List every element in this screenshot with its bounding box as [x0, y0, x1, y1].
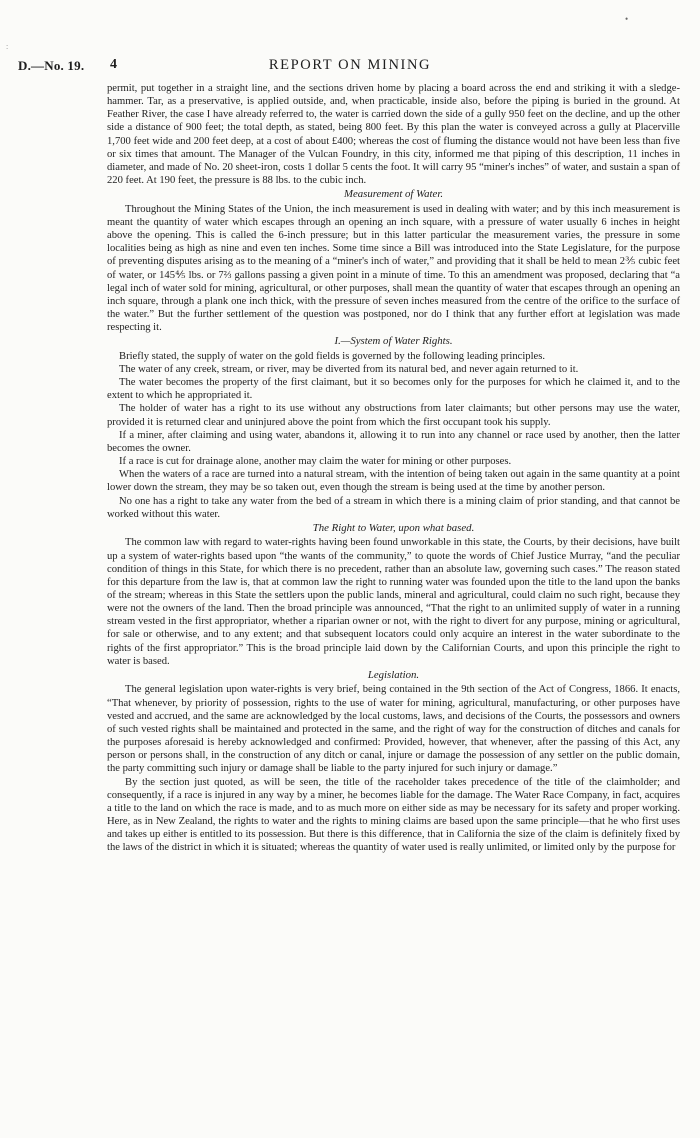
margin-mark: :: [6, 42, 9, 51]
rule-item: The water of any creek, stream, or river, may be diverted from its natural bed, and never again returned to it.: [119, 363, 579, 375]
rule-item: No one has a right to take any water from the bed of a stream in which there is a mining claim of prior standing, and that cannot be worked without this water.: [107, 495, 680, 520]
paragraph-piping: permit, put together in a straight line, and the sections driven home by placing a board across the end and striking it with a sledge-hammer. Tar, as a preservative, is applied outside, and, when practicable, inside also, before the piping is buried in the ground. At Feather River, the case I have already referred to, the water is carried down the side of a gully 950 feet on the decline, and up the other side a distance of 900 feet; the total depth, as stated, being 800 feet. By this plan the water is conveyed across a gully at Placerville 1,700 feet wide and 200 feet deep, at a cost of about £400; whereas the cost of fluming the distance would not have been less than five or six times that amount. The Manager of the Vulcan Foundry, in this city, informed me that piping of this description, 11 inches in diameter, and made of No. 20 sheet-iron, costs 1 dollar 5 cents the foot. It will carry 95 “miner's inches” of water, and sustain a span of 220 feet. At 190 feet, the pressure is 88 lbs. to the cubic inch.: [107, 83, 680, 187]
heading-right-to-water: The Right to Water, upon what based.: [312, 521, 475, 534]
heading-system-of-water-rights: I.—System of Water Rights.: [334, 335, 453, 348]
rule-item: Briefly stated, the supply of water on the gold fields is governed by the following leading principles.: [119, 350, 546, 362]
page-header: [18, 58, 682, 78]
rule-item: The water becomes the property of the first claimant, but it so becomes only for the purposes for which he claimed it, and to the extent to which he appropriated it.: [107, 377, 680, 402]
paragraph-inch-measurement: Throughout the Mining States of the Union, the inch measurement is used in dealing with water; and by this inch measurement is meant the quantity of water which escapes through an opening an inch square, with a pressure of water usually 6 inches in height above the opening. This is called the 6-inch pressure; but in this latter particular the measurement varies, the pressure in some localities being as high as nine and even ten inches. Some time since a Bill was introduced into the State Legislature, for the purpose of preventing disputes arising as to the meaning of a “miner's inch of water,” and providing that it shall be held to mean 2⅗ cubic feet of water, or 145⅘ lbs. or 7⅔ gallons passing a given point in a minute of time. To this an amendment was proposed, declaring that “a legal inch of water sold for mining, agricultural, or other purposes, shall mean the quantity of water that escapes through an opening an inch square, through a plank one inch thick, with the pressure of seven inches measured from the centre of the orifice to the surface of the water.” But the further settlement of the question was postponed, nor do I think that any further effort at legislation was made respecting it.: [107, 203, 680, 334]
document-id: D.—No. 19.: [18, 58, 85, 73]
rule-item: When the waters of a race are turned into a natural stream, with the intention of being taken out again in the same quantity at a point lower down the stream, they may be so taken out, even though the stream is being used at the time by another person.: [107, 469, 680, 494]
heading-legislation: Legislation.: [367, 668, 420, 681]
running-title: REPORT ON MINING: [268, 57, 432, 73]
paragraph-common-law: The common law with regard to water-rights having been found unworkable in this state, the Courts, by their decisions, have built up a system of water-rights based upon “the wants of the community,” to quote the words of Chief Justice Murray, “and the peculiar condition of things in this State, for which there is no precedent, rather than an absolute law, governing such cases.” The reason stated for this departure from the law is, that at common law the right to running water was founded upon the title to the land upon the banks of the stream; whereas in this State the settlers upon the public lands, mineral and agricultural, could claim no such right, because they were not the owners of the land. Then the broad principle was announced, “That the right to an unlimited supply of water in a running stream vested in the first appropriator, whether a riparian owner or not, with the right to divert for any purpose, mining or agricultural, for sale or otherwise, and to any extent; and that subsequent locators could only acquire an interest in the water subordinate to the rights of the first appropriator.” This is the broad principle laid down by the Californian Courts, and upon this principle the right to water is based.: [107, 537, 680, 667]
page-mark: •: [625, 14, 629, 24]
heading-measurement-of-water: Measurement of Water.: [343, 188, 444, 201]
paragraph-act-of-congress: The general legislation upon water-rights is very brief, being contained in the 9th section of the Act of Congress, 1866. It enacts, “That whenever, by priority of possession, rights to the use of water for mining, agricultural, manufacturing, or other purposes have vested and accrued, and the same are acknowledged by the local customs, laws, and decisions of the Courts, the possessors and owners of such vested rights shall be maintained and protected in the same, and the right of way for the construction of ditches and canals for the purposes aforesaid is hereby acknowledged and confirmed: Provided, however, that whenever, after the passing of this Act, any person or persons shall, in the construction of any ditch or canal, injure or damage the possession of any settler on the public domain, the party committing such injury or damage shall be liable to the party injured for such injury or damage.”: [107, 684, 680, 775]
rule-item: If a race is cut for drainage alone, another may claim the water for mining or other purposes.: [119, 456, 512, 468]
report-body: [107, 82, 680, 854]
rule-item: If a miner, after claiming and using water, abandons it, allowing it to run into any channel or race used by another, then the latter becomes the owner.: [107, 429, 680, 454]
page-number: 4: [110, 57, 117, 72]
rule-item: The holder of water has a right to its use without any obstructions from later claimants; but other persons may use the water, provided it is returned clear and uninjured above the point from which the first occupant took his supply.: [107, 403, 680, 428]
paragraph-raceholder-title: By the section just quoted, as will be seen, the title of the raceholder takes precedence of the title of the claimholder; and consequently, if a race is injured in any way by a miner, he becomes liable for the damage. The Water Race Company, in fact, acquires a title to the land on which the race is made, and to as much more on either side as may be necessary for its safety and proper working. Here, as in New Zealand, the rights to water and the rights to mining claims are based upon the same principle—that he who first uses and takes up either is entitled to its possession. But there is this difference, that in California the size of the claim is definitely fixed by the laws of the district in which it is situated; whereas the quantity of water used is really unlimited, or limited only by the purpose for: [107, 776, 680, 854]
